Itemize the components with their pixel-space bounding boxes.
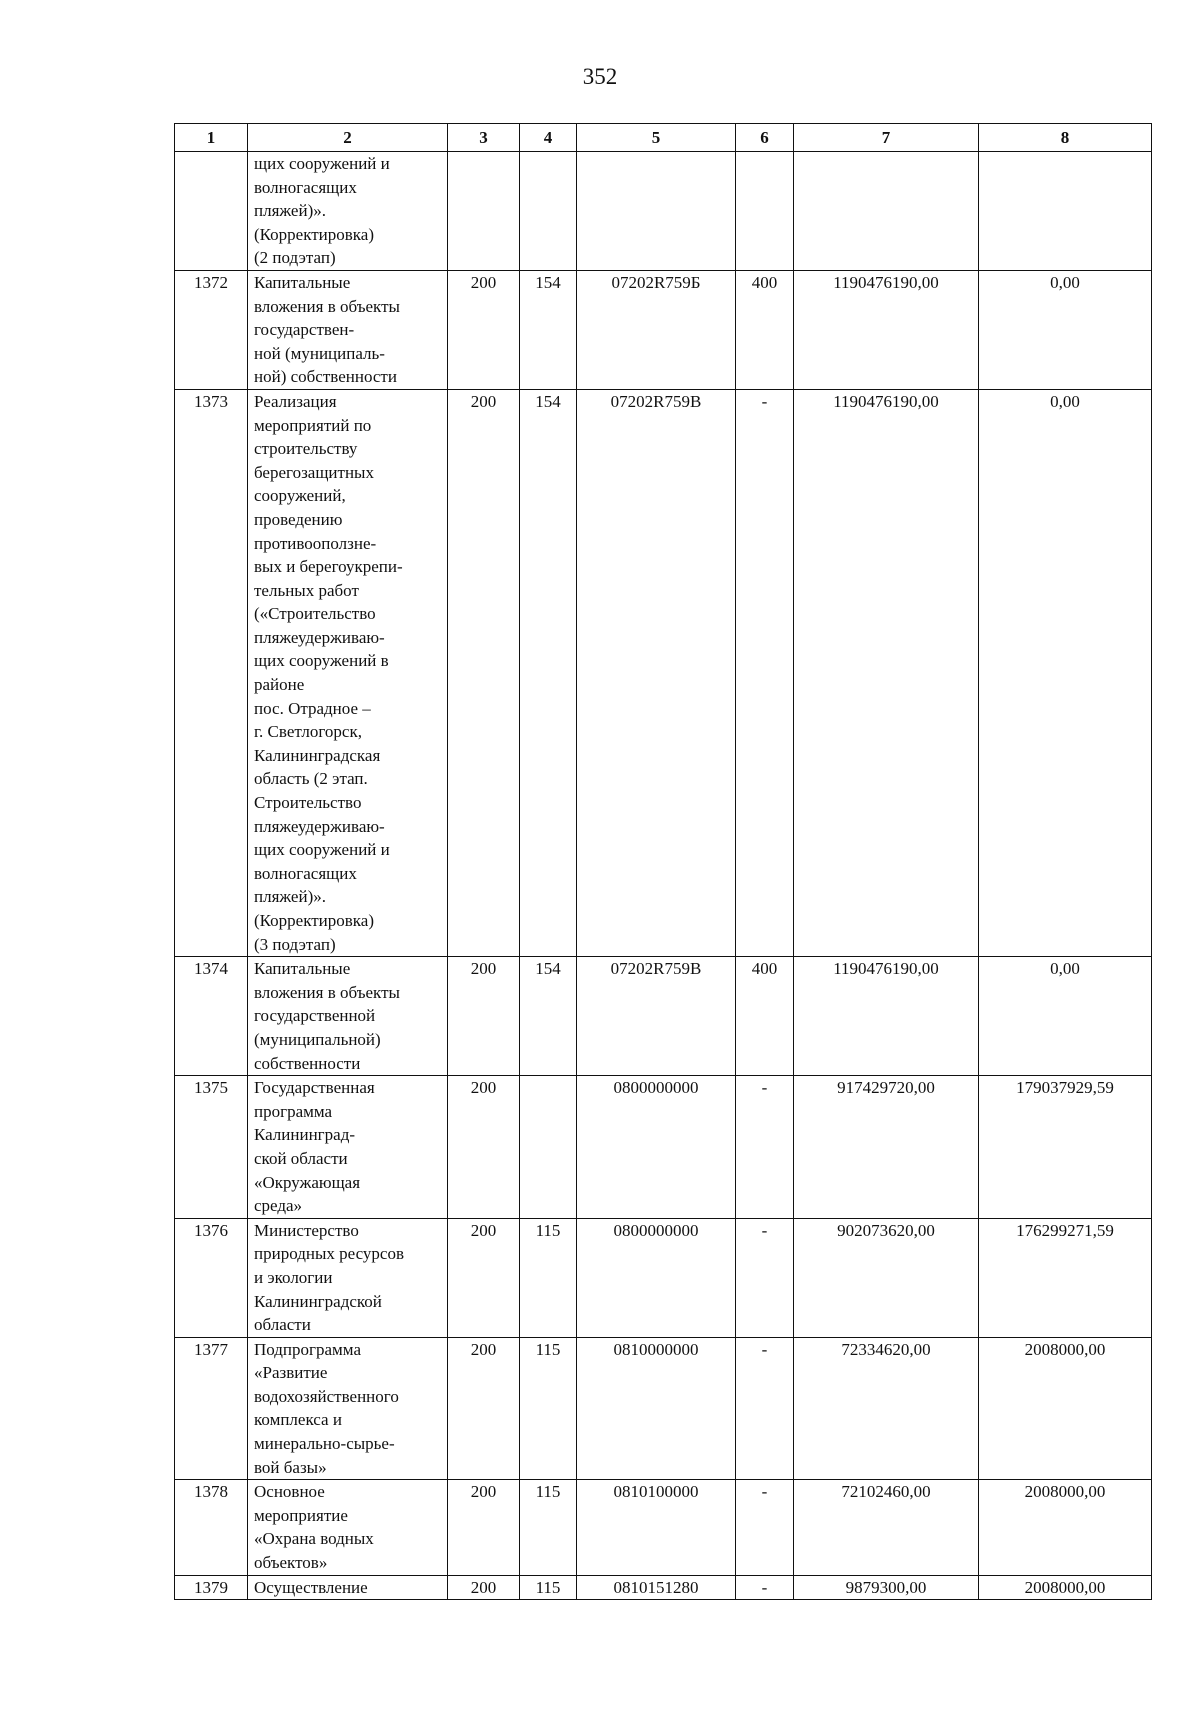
cell-col8: 0,00 [979,957,1152,1076]
row-number: 1376 [175,1218,248,1337]
row-name: Государственная программа Калининград- ской области «Окружающая среда» [248,1076,448,1219]
table-row [175,1575,1152,1600]
row-number: 1377 [175,1337,248,1480]
cell-col4: 154 [520,957,577,1076]
page-number: 352 [582,64,618,89]
cell-col5: 07202R759Б [577,270,736,389]
cell-col8 [979,152,1152,271]
cell-col6: - [736,1575,794,1600]
cell-col3 [448,152,520,271]
table-row [175,957,1152,1076]
cell-col3: 200 [448,1337,520,1480]
column-header: 8 [979,124,1152,152]
cell-col4: 154 [520,270,577,389]
cell-col4: 115 [520,1480,577,1575]
cell-col6: - [736,1480,794,1575]
cell-col3: 200 [448,270,520,389]
cell-col7: 9879300,00 [794,1575,979,1600]
row-name: щих сооружений и волногасящих пляжей)». (Корректировка) (2 подэтап) [248,152,448,271]
cell-col4: 154 [520,389,577,956]
cell-col4: 115 [520,1337,577,1480]
cell-col6: - [736,1337,794,1480]
cell-col5: 0810151280 [577,1575,736,1600]
cell-col8: 2008000,00 [979,1480,1152,1575]
cell-col3: 200 [448,1575,520,1600]
column-header: 2 [248,124,448,152]
cell-col7: 917429720,00 [794,1076,979,1219]
cell-col5: 0810000000 [577,1337,736,1480]
cell-col3: 200 [448,1218,520,1337]
row-name: Капитальные вложения в объекты государственной (муниципальной) собственности [248,957,448,1076]
header-row [175,124,1152,152]
row-name: Подпрограмма «Развитие водохозяйственного комплекса и минерально-сырье- вой базы» [248,1337,448,1480]
row-number: 1372 [175,270,248,389]
cell-col8: 176299271,59 [979,1218,1152,1337]
budget-table [174,123,1152,1600]
row-name: Основное мероприятие «Охрана водных объектов» [248,1480,448,1575]
column-header: 5 [577,124,736,152]
cell-col4: 115 [520,1218,577,1337]
row-name: Реализация мероприятий по строительству берегозащитных сооружений, проведению противооползне- вых и берегоукрепи- тельных работ («Строительство пляжеудерживаю- щих сооружений в районе пос. Отрадное – г. Светлогорск, Калининградская область (2 этап. Строительство пляжеудерживаю- щих сооружений и волногасящих пляжей)». (Корректировка) (3 подэтап) [248,389,448,956]
cell-col6: 400 [736,270,794,389]
row-name: Капитальные вложения в объекты государствен- ной (муниципаль- ной) собственности [248,270,448,389]
table-row [175,270,1152,389]
row-name: Министерство природных ресурсов и экологии Калининградской области [248,1218,448,1337]
table-row [175,389,1152,956]
row-number: 1373 [175,389,248,956]
cell-col5: 0810100000 [577,1480,736,1575]
cell-col7: 1190476190,00 [794,957,979,1076]
cell-col5: 0800000000 [577,1076,736,1219]
cell-col7: 72334620,00 [794,1337,979,1480]
cell-col7: 1190476190,00 [794,389,979,956]
cell-col7 [794,152,979,271]
cell-col8: 2008000,00 [979,1337,1152,1480]
row-number: 1375 [175,1076,248,1219]
column-header: 4 [520,124,577,152]
cell-col7: 1190476190,00 [794,270,979,389]
cell-col4 [520,152,577,271]
cell-col7: 902073620,00 [794,1218,979,1337]
row-number [175,152,248,271]
cell-col8: 179037929,59 [979,1076,1152,1219]
cell-col4: 115 [520,1575,577,1600]
cell-col5: 07202R759В [577,957,736,1076]
table-row [175,1076,1152,1219]
table-row [175,1337,1152,1480]
cell-col3: 200 [448,1480,520,1575]
cell-col4 [520,1076,577,1219]
cell-col3: 200 [448,957,520,1076]
column-header: 3 [448,124,520,152]
cell-col5: 0800000000 [577,1218,736,1337]
cell-col5: 07202R759В [577,389,736,956]
cell-col5 [577,152,736,271]
cell-col8: 0,00 [979,389,1152,956]
row-number: 1378 [175,1480,248,1575]
column-header: 6 [736,124,794,152]
cell-col6: - [736,389,794,956]
table-row [175,1480,1152,1575]
cell-col3: 200 [448,389,520,956]
column-header: 7 [794,124,979,152]
cell-col6: - [736,1218,794,1337]
row-number: 1379 [175,1575,248,1600]
cell-col7: 72102460,00 [794,1480,979,1575]
table-row [175,1218,1152,1337]
cell-col3: 200 [448,1076,520,1219]
cell-col6 [736,152,794,271]
column-header: 1 [175,124,248,152]
table-row [175,152,1152,271]
cell-col8: 2008000,00 [979,1575,1152,1600]
cell-col6: 400 [736,957,794,1076]
cell-col6: - [736,1076,794,1219]
row-number: 1374 [175,957,248,1076]
cell-col8: 0,00 [979,270,1152,389]
row-name: Осуществление [248,1575,448,1600]
